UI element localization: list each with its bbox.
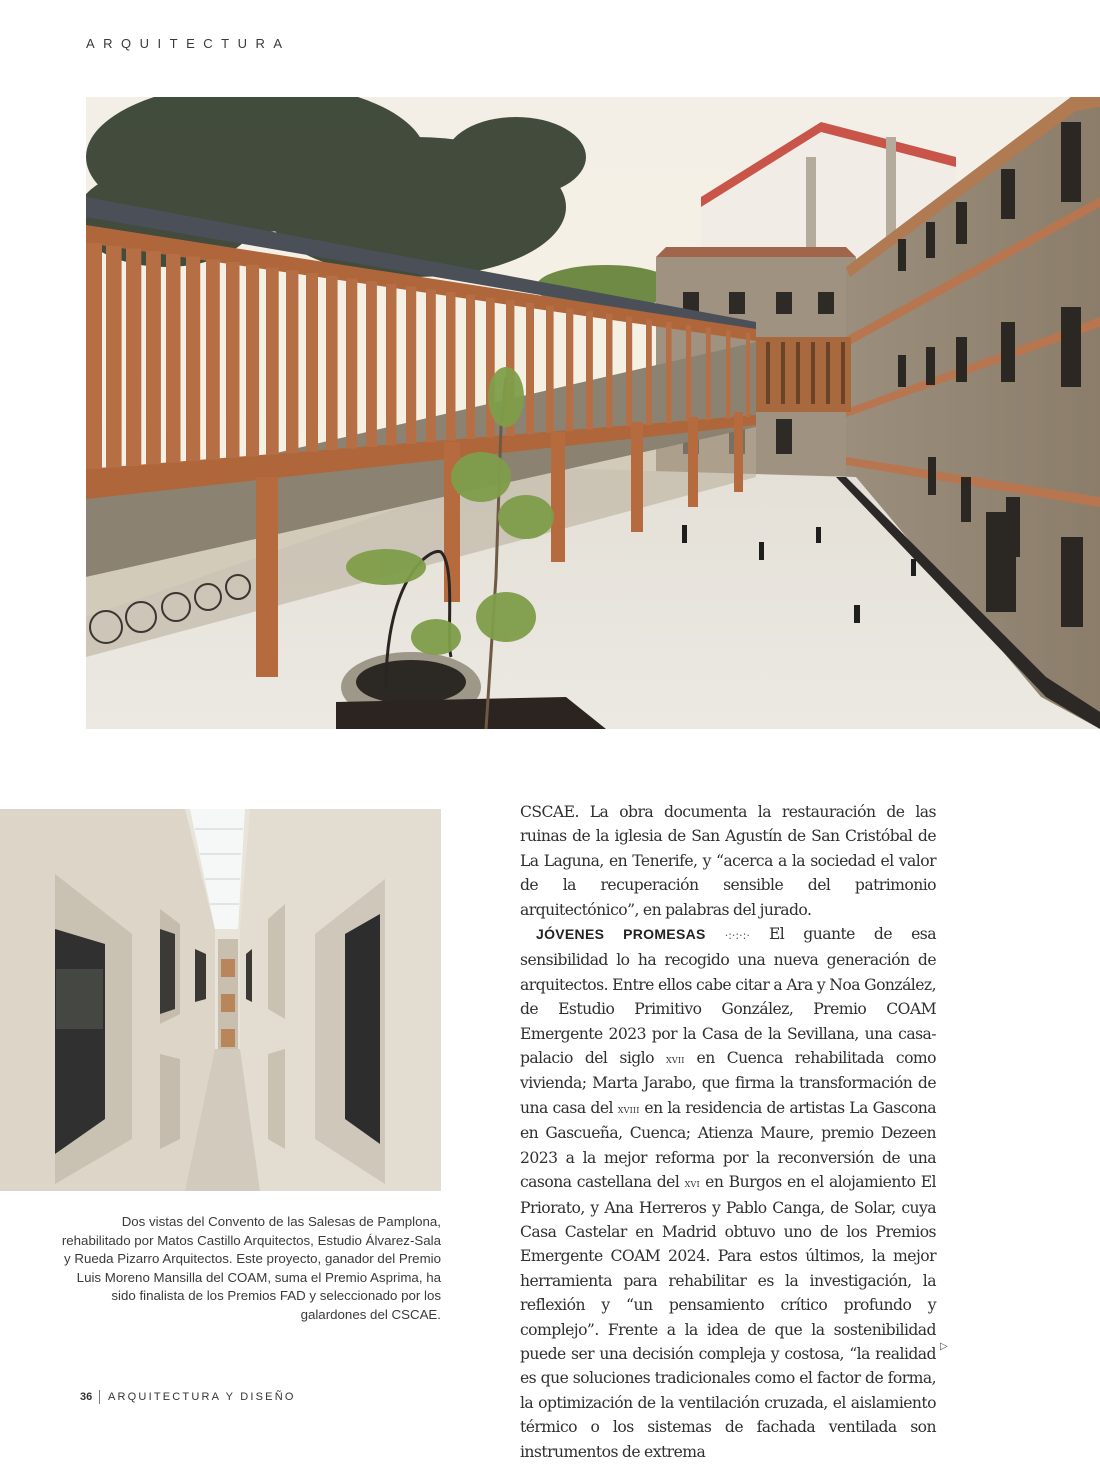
timber-louver	[326, 276, 338, 450]
timber-louver	[706, 328, 711, 421]
century-numeral: xviii	[617, 1101, 640, 1116]
article-text: El guante de esa sensibilidad lo ha recogido una nueva generación de arquitectos. Entre ellos cabe citar a Ara y Noa González, de Estudio Primitivo González, Premio COAM Emergente 2023 por la Casa de la Sevillana, una casa-palacio del siglo	[520, 925, 937, 1068]
article-text: en Cuenca rehabilitada como vivienda; Marta Jarabo, que firma la transformación de una casa del	[520, 1049, 936, 1117]
timber-louver	[406, 287, 416, 444]
century-numeral: xvi	[684, 1176, 700, 1191]
article-paragraph: CSCAE. La obra documenta la restauración de las ruinas de la iglesia de San Agustín de San Cristóbal de La Laguna, en Tenerife, y “acerca a la sociedad el valor de la recuperación sensible del patrimonio arquitectónico”, en palabras del jurado.	[520, 803, 936, 919]
kicker-ornament: ·:·:·:·	[724, 929, 750, 943]
photo-caption: Dos vistas del Convento de las Salesas de Pamplona, rehabilitado por Matos Castillo Arquitectos, Estudio Álvarez-Sala y Rueda Pizarro Arquitectos. Este proyecto, ganador del Premio Luis Moreno Mansilla del COAM, suma el Premio Asprima, ha sido finalista de los Premios FAD y seleccionado por los galardones del CSCAE.	[61, 1214, 441, 1322]
timber-louver	[306, 273, 318, 452]
timber-louver	[586, 311, 593, 429]
page-number: 36	[80, 1391, 93, 1403]
timber-louver	[606, 314, 613, 428]
timber-louver	[686, 325, 691, 422]
timber-louver	[186, 257, 200, 462]
timber-louver	[566, 309, 573, 432]
article-text: en la residencia de artistas La Gascona en Gascueña, Cuenca; Atienza Maure, premio Dezeen 2023 a la mejor reforma por la reconversión de una casona castellana del	[520, 1098, 936, 1192]
article-paragraph	[520, 922, 936, 1464]
timber-louver	[726, 330, 730, 418]
timber-louver	[226, 262, 240, 458]
timber-louver	[746, 333, 750, 417]
continue-arrow-icon: ▷	[940, 1341, 948, 1352]
section-kicker: JÓVENES PROMESAS	[536, 926, 706, 943]
timber-louver	[626, 317, 632, 427]
courtyard-photo	[86, 97, 1100, 729]
timber-louver	[106, 246, 122, 468]
timber-louver	[446, 292, 456, 441]
timber-louver	[146, 251, 161, 464]
timber-louver	[466, 295, 475, 439]
footer-divider	[99, 1390, 100, 1404]
publication-name: ARQUITECTURA Y DISEÑO	[108, 1391, 296, 1403]
timber-louver	[546, 306, 554, 433]
timber-louver	[386, 284, 397, 446]
corridor-photo	[0, 809, 441, 1191]
timber-louver	[666, 322, 672, 423]
timber-louver	[126, 249, 141, 466]
section-label: ARQUITECTURA	[86, 36, 291, 51]
courtyard-illustration	[86, 97, 1100, 729]
timber-louver	[646, 319, 652, 425]
century-numeral: xvii	[665, 1052, 685, 1067]
timber-louver	[286, 270, 298, 453]
corridor-illustration	[0, 809, 441, 1191]
timber-louver	[366, 281, 377, 447]
timber-louver	[426, 289, 436, 442]
timber-louver	[166, 254, 181, 463]
timber-louver	[526, 303, 534, 434]
timber-louver	[266, 268, 279, 455]
timber-louver	[206, 259, 220, 459]
timber-louver	[86, 243, 102, 469]
timber-louver	[346, 279, 357, 449]
article-body	[520, 800, 936, 1464]
timber-louver	[246, 265, 259, 457]
article-text: en Burgos en el alojamiento El Priorato, y Ana Herreros y Pablo Canga, de Solar, cuya Casa Castelar en Madrid obtuvo uno de los Premios Emergente COAM 2024. Para estos últimos, la mejor herramienta para rehabilitar es la investigación, la reflexión y “un pensamiento crítico profundo y complejo”. Frente a la idea de que la sostenibilidad puede ser una decisión compleja y costosa, “la realidad es que soluciones tradicionales como el factor de forma, la optimización de la ventilación cruzada, el aislamiento térmico o los sistemas de fachada ventilada son instrumentos de extrema	[520, 1173, 936, 1461]
